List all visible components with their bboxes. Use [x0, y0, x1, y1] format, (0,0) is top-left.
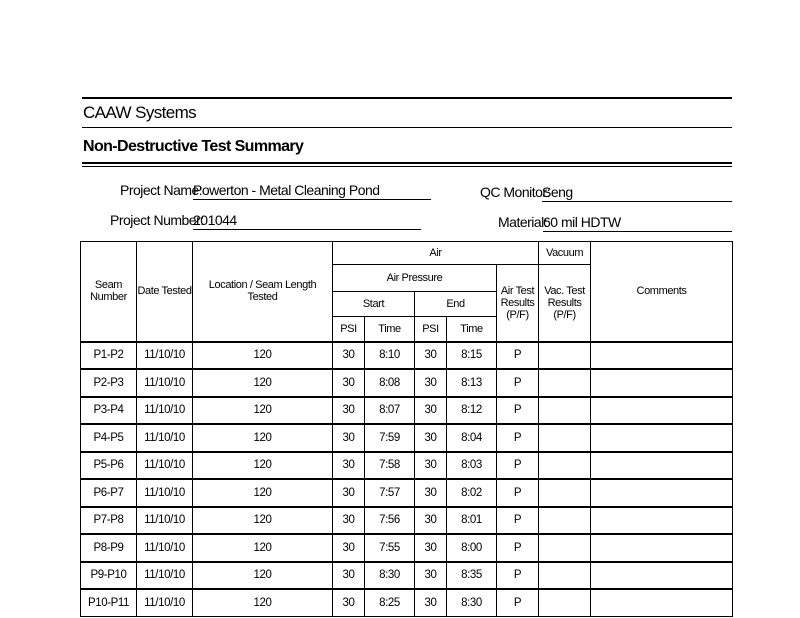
date-tested-cell: 11/10/10 — [137, 369, 193, 397]
end-time-cell: 8:35 — [447, 562, 497, 590]
start-psi-cell: 30 — [333, 534, 365, 562]
seam-number-cell: P10-P11 — [81, 589, 137, 616]
project-name-label: Project Name: — [120, 182, 203, 198]
end-psi-cell: 30 — [415, 397, 447, 425]
header-start: Start — [333, 292, 415, 317]
start-time-cell: 7:56 — [365, 507, 415, 535]
start-time-cell: 8:30 — [365, 562, 415, 590]
seam-number-cell: P3-P4 — [81, 397, 137, 425]
header-end-time: Time — [447, 317, 497, 342]
start-psi-cell: 30 — [333, 397, 365, 425]
date-tested-cell: 11/10/10 — [137, 507, 193, 535]
air-result-cell: P — [497, 479, 539, 507]
end-psi-cell: 30 — [415, 589, 447, 616]
vac-result-cell — [539, 342, 591, 370]
seam-length-cell: 120 — [193, 534, 333, 562]
qc-monitor-label: QC Monitor: — [480, 184, 550, 200]
end-time-cell: 8:03 — [447, 452, 497, 480]
comments-cell — [591, 369, 733, 397]
seam-length-cell: 120 — [193, 589, 333, 616]
date-tested-cell: 11/10/10 — [137, 424, 193, 452]
comments-cell — [591, 507, 733, 535]
project-name-value: Powerton - Metal Cleaning Pond — [193, 182, 431, 200]
comments-cell — [591, 479, 733, 507]
table-row — [81, 342, 733, 370]
date-tested-cell: 11/10/10 — [137, 397, 193, 425]
header-vacuum: Vacuum — [539, 242, 591, 265]
table-row — [81, 424, 733, 452]
qc-monitor-value: Seng — [542, 184, 732, 202]
test-summary-table — [80, 241, 733, 617]
seam-length-cell: 120 — [193, 562, 333, 590]
start-psi-cell: 30 — [333, 452, 365, 480]
start-time-cell: 7:55 — [365, 534, 415, 562]
header-start-time: Time — [365, 317, 415, 342]
company-name: CAAW Systems — [83, 103, 197, 122]
seam-length-cell: 120 — [193, 342, 333, 370]
vac-result-cell — [539, 507, 591, 535]
header-start-psi: PSI — [333, 317, 365, 342]
vac-result-cell — [539, 479, 591, 507]
seam-length-cell: 120 — [193, 507, 333, 535]
end-psi-cell: 30 — [415, 424, 447, 452]
air-result-cell: P — [497, 424, 539, 452]
end-time-cell: 8:15 — [447, 342, 497, 370]
vac-result-cell — [539, 562, 591, 590]
end-psi-cell: 30 — [415, 534, 447, 562]
table-row — [81, 562, 733, 590]
header-date-tested: Date Tested — [137, 242, 193, 342]
comments-cell — [591, 589, 733, 616]
end-psi-cell: 30 — [415, 452, 447, 480]
comments-cell — [591, 534, 733, 562]
top-rule — [82, 97, 732, 99]
table-row — [81, 397, 733, 425]
start-time-cell: 8:25 — [365, 589, 415, 616]
start-time-cell: 8:07 — [365, 397, 415, 425]
vac-result-cell — [539, 534, 591, 562]
comments-cell — [591, 397, 733, 425]
material-label: Material: — [498, 214, 548, 230]
company-rule — [82, 127, 732, 128]
seam-length-cell: 120 — [193, 397, 333, 425]
seam-length-cell: 120 — [193, 424, 333, 452]
air-result-cell: P — [497, 589, 539, 616]
end-time-cell: 8:13 — [447, 369, 497, 397]
table-row — [81, 589, 733, 616]
vac-result-cell — [539, 452, 591, 480]
seam-number-cell: P7-P8 — [81, 507, 137, 535]
seam-number-cell: P1-P2 — [81, 342, 137, 370]
seam-length-cell: 120 — [193, 369, 333, 397]
seam-number-cell: P2-P3 — [81, 369, 137, 397]
air-result-cell: P — [497, 452, 539, 480]
header-comments: Comments — [591, 242, 733, 342]
end-time-cell: 8:00 — [447, 534, 497, 562]
header-vac-test-results: Vac. Test Results (P/F) — [539, 265, 591, 342]
start-time-cell: 7:58 — [365, 452, 415, 480]
table-body — [81, 342, 733, 617]
header-location-length: Location / Seam Length Tested — [193, 242, 333, 342]
table-row — [81, 534, 733, 562]
date-tested-cell: 11/10/10 — [137, 479, 193, 507]
header-end-psi: PSI — [415, 317, 447, 342]
header-end: End — [415, 292, 497, 317]
end-time-cell: 8:02 — [447, 479, 497, 507]
start-time-cell: 8:10 — [365, 342, 415, 370]
end-psi-cell: 30 — [415, 562, 447, 590]
seam-number-cell: P4-P5 — [81, 424, 137, 452]
header-air-test-results: Air Test Results (P/F) — [497, 265, 539, 342]
vac-result-cell — [539, 369, 591, 397]
seam-number-cell: P6-P7 — [81, 479, 137, 507]
seam-length-cell: 120 — [193, 452, 333, 480]
title-rule-1 — [82, 162, 732, 164]
table-row — [81, 479, 733, 507]
end-time-cell: 8:01 — [447, 507, 497, 535]
title-rule-2 — [82, 166, 732, 167]
air-result-cell: P — [497, 342, 539, 370]
end-psi-cell: 30 — [415, 507, 447, 535]
date-tested-cell: 11/10/10 — [137, 342, 193, 370]
comments-cell — [591, 452, 733, 480]
start-time-cell: 8:08 — [365, 369, 415, 397]
air-result-cell: P — [497, 562, 539, 590]
table-row — [81, 452, 733, 480]
start-psi-cell: 30 — [333, 342, 365, 370]
vac-result-cell — [539, 397, 591, 425]
air-result-cell: P — [497, 369, 539, 397]
end-time-cell: 8:30 — [447, 589, 497, 616]
vac-result-cell — [539, 424, 591, 452]
end-time-cell: 8:04 — [447, 424, 497, 452]
start-time-cell: 7:57 — [365, 479, 415, 507]
end-psi-cell: 30 — [415, 479, 447, 507]
start-time-cell: 7:59 — [365, 424, 415, 452]
start-psi-cell: 30 — [333, 369, 365, 397]
header-seam-number: Seam Number — [81, 242, 137, 342]
header-air-pressure: Air Pressure — [333, 265, 497, 292]
comments-cell — [591, 424, 733, 452]
seam-number-cell: P8-P9 — [81, 534, 137, 562]
date-tested-cell: 11/10/10 — [137, 562, 193, 590]
start-psi-cell: 30 — [333, 507, 365, 535]
vac-result-cell — [539, 589, 591, 616]
seam-number-cell: P5-P6 — [81, 452, 137, 480]
end-psi-cell: 30 — [415, 369, 447, 397]
material-value: 60 mil HDTW — [543, 214, 732, 232]
air-result-cell: P — [497, 397, 539, 425]
project-number-value: 201044 — [193, 212, 421, 230]
air-result-cell: P — [497, 507, 539, 535]
air-result-cell: P — [497, 534, 539, 562]
comments-cell — [591, 342, 733, 370]
date-tested-cell: 11/10/10 — [137, 534, 193, 562]
seam-number-cell: P9-P10 — [81, 562, 137, 590]
start-psi-cell: 30 — [333, 589, 365, 616]
date-tested-cell: 11/10/10 — [137, 452, 193, 480]
date-tested-cell: 11/10/10 — [137, 589, 193, 616]
start-psi-cell: 30 — [333, 562, 365, 590]
document-title: Non-Destructive Test Summary — [83, 138, 304, 155]
end-time-cell: 8:12 — [447, 397, 497, 425]
table-row — [81, 369, 733, 397]
start-psi-cell: 30 — [333, 424, 365, 452]
start-psi-cell: 30 — [333, 479, 365, 507]
table-row — [81, 507, 733, 535]
project-number-label: Project Number: — [110, 212, 204, 228]
end-psi-cell: 30 — [415, 342, 447, 370]
seam-length-cell: 120 — [193, 479, 333, 507]
header-air: Air — [333, 242, 539, 265]
comments-cell — [591, 562, 733, 590]
